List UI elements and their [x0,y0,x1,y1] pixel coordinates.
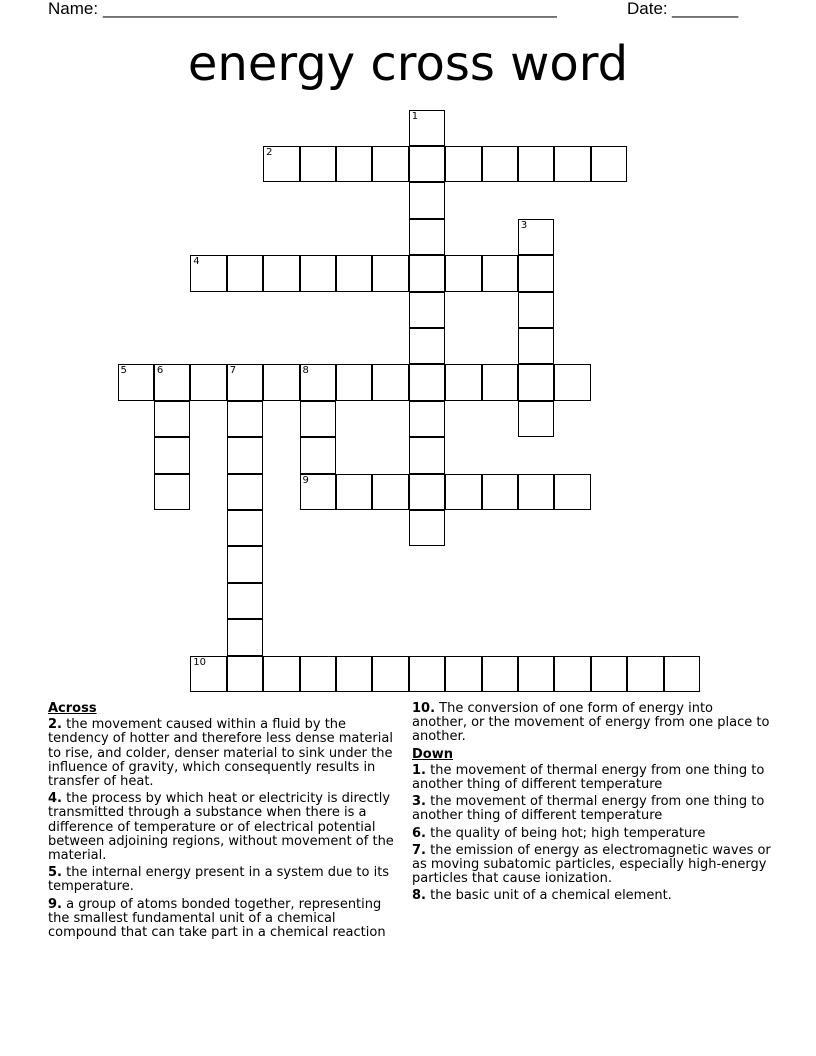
grid-cell[interactable] [300,656,337,693]
grid-cell[interactable] [190,255,227,292]
grid-cell[interactable] [591,146,628,183]
grid-cell[interactable] [627,656,664,693]
grid-cell[interactable] [263,255,300,292]
grid-cell[interactable] [336,255,373,292]
clue-down-1 [412,764,772,792]
grid-cell[interactable] [409,292,446,329]
grid-cell[interactable] [445,656,482,693]
clue-number-label: 2 [266,146,273,158]
grid-cell[interactable] [409,510,446,547]
grid-cell[interactable] [445,364,482,401]
clue-number-label: 8 [302,365,309,377]
clue-text: the basic unit of a chemical element. [430,888,672,904]
clue-number-label: 3 [520,219,528,231]
grid-cell[interactable] [336,364,373,401]
clue-number: 5. [48,865,62,881]
clue-text: the process by which heat or electricity is directly transmitted through a substance when there is a difference of temperature or of electrical potential between adjoining regions, without movement of the material. [48,791,394,864]
clue-number: 6. [412,825,426,841]
header [0,0,816,20]
clue-down-3 [412,795,772,823]
clue-number: 2. [48,717,62,733]
grid-cell[interactable] [372,656,409,693]
grid-cell[interactable] [482,474,519,511]
grid-cell[interactable] [227,401,264,438]
grid-cell[interactable] [190,364,227,401]
grid-cell[interactable] [372,474,409,511]
grid-cell[interactable] [227,364,264,401]
grid-cell[interactable] [409,110,446,147]
clues-right-column [412,702,772,907]
grid-cell[interactable] [154,474,191,511]
grid-cell[interactable] [336,656,373,693]
grid-cell[interactable] [518,401,555,438]
grid-cell[interactable] [118,364,155,401]
grid-cell[interactable] [518,364,555,401]
grid-cell[interactable] [518,146,555,183]
clue-text: the movement caused within a fluid by the tendency of hotter and therefore less dense material to rise, and colder, denser material to sink under the influence of gravity, which consequently results in transfer of heat. [48,717,393,790]
clue-down-8 [412,889,772,903]
grid-cell[interactable] [482,364,519,401]
clue-number: 10. [412,701,436,716]
grid-cell[interactable] [300,364,337,401]
grid-cell[interactable] [518,219,555,256]
grid-cell[interactable] [227,474,264,511]
grid-cell[interactable] [518,328,555,365]
grid-cell[interactable] [482,146,519,183]
grid-cell[interactable] [263,656,300,693]
grid-cell[interactable] [300,401,337,438]
grid-cell[interactable] [154,364,191,401]
clue-down-7 [412,844,772,887]
clue-number-label: 9 [302,474,309,486]
grid-cell[interactable] [554,146,591,183]
clues-left-column [48,702,400,943]
name-label: Name: [48,0,99,18]
grid-cell[interactable] [518,656,555,693]
page-title: energy cross word [187,36,629,92]
grid-cell[interactable] [409,656,446,693]
grid-cell[interactable] [227,656,264,693]
grid-cell[interactable] [591,656,628,693]
across-heading: Across [48,701,97,716]
name-field[interactable]: ________________________________________________ [103,0,557,18]
clue-number: 9. [48,896,62,912]
grid-cell[interactable] [445,255,482,292]
grid-cell[interactable] [445,146,482,183]
grid-cell[interactable] [518,255,555,292]
grid-cell[interactable] [300,437,337,474]
date-field[interactable]: _______ [672,0,739,18]
clue-text: the emission of energy as electromagnetic waves or as moving subatomic particles, especially high-energy particles that cause ionization. [412,842,771,887]
grid-cell[interactable] [263,146,300,183]
clue-number: 8. [412,888,426,904]
grid-cell[interactable] [227,546,264,583]
clue-across-10 [412,702,772,745]
grid-cell[interactable] [664,656,701,693]
grid-cell[interactable] [227,583,264,620]
clue-text: the movement of thermal energy from one thing to another thing of different temperature [412,794,765,824]
clue-number-label: 5 [120,365,127,377]
grid-cell[interactable] [190,656,227,693]
clue-across-2 [48,718,400,789]
grid-cell[interactable] [372,146,409,183]
grid-cell[interactable] [154,401,191,438]
grid-cell[interactable] [518,474,555,511]
grid-cell[interactable] [409,182,446,219]
grid-cell[interactable] [409,255,446,292]
date-label: Date: [627,0,668,18]
grid-cell[interactable] [300,255,337,292]
grid-cell[interactable] [409,219,446,256]
grid-cell[interactable] [409,437,446,474]
grid-cell[interactable] [409,364,446,401]
grid-cell[interactable] [227,437,264,474]
grid-cell[interactable] [482,255,519,292]
grid-cell[interactable] [372,255,409,292]
grid-cell[interactable] [300,474,337,511]
down-heading: Down [412,746,453,762]
clue-number-label: 10 [193,656,207,668]
grid-cell[interactable] [554,474,591,511]
grid-cell[interactable] [372,364,409,401]
clue-number-label: 1 [411,110,419,122]
grid-cell[interactable] [409,146,446,183]
clue-number: 4. [48,791,62,807]
clue-number: 7. [412,842,426,858]
clue-text: a group of atoms bonded together, representing the smallest fundamental unit of a chemical compound that can take part in a chemical reaction [48,896,386,941]
grid-cell[interactable] [154,437,191,474]
clue-number-label: 7 [229,365,237,377]
grid-cell[interactable] [263,364,300,401]
clue-across-5 [48,866,400,894]
clue-number: 3. [412,794,426,810]
grid-cell[interactable] [554,656,591,693]
grid-cell[interactable] [227,619,264,656]
grid-cell[interactable] [554,364,591,401]
grid-cell[interactable] [409,474,446,511]
grid-cell[interactable] [409,401,446,438]
grid-cell[interactable] [227,510,264,547]
clue-text: the movement of thermal energy from one thing to another thing of different temperature [412,762,765,793]
grid-cell[interactable] [409,328,446,365]
grid-cell[interactable] [482,656,519,693]
grid-cell[interactable] [336,146,373,183]
clue-text: The conversion of one form of energy into another, or the movement of energy from one place to another. [412,701,770,745]
grid-cell[interactable] [518,292,555,329]
clue-across-4 [48,792,400,863]
clue-text: the quality of being hot; high temperature [430,825,706,841]
clue-number-label: 4 [193,256,200,268]
grid-cell[interactable] [445,474,482,511]
clue-across-9 [48,898,400,941]
grid-cell[interactable] [336,474,373,511]
grid-cell[interactable] [300,146,337,183]
clue-text: the internal energy present in a system due to its temperature. [48,865,390,895]
clue-number: 1. [412,762,426,778]
grid-cell[interactable] [227,255,264,292]
clue-down-6 [412,827,772,841]
clue-number-label: 6 [156,365,164,377]
